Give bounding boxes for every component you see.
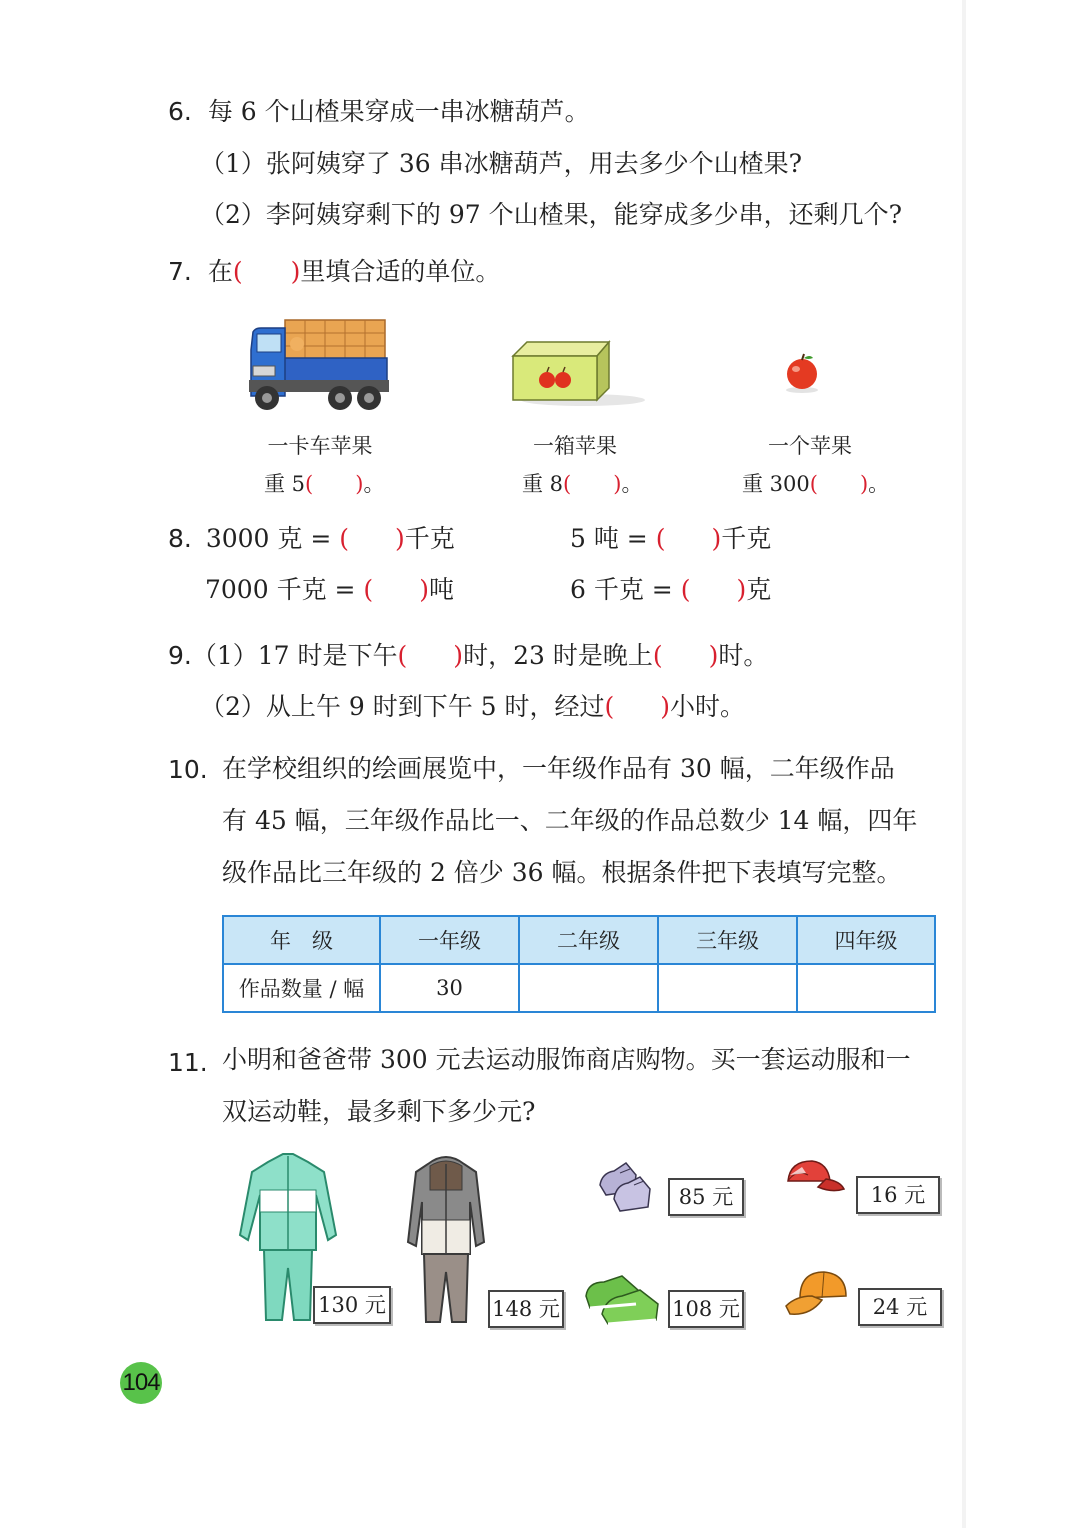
table-cell: 30 [380, 964, 519, 1012]
table-cell-blank[interactable] [658, 964, 797, 1012]
answer-blank[interactable]: ( ) [652, 641, 719, 670]
question-9-part-2 [200, 694, 745, 719]
table-cell-blank[interactable] [797, 964, 935, 1012]
truck-illustration [245, 310, 390, 415]
conversion-left: 3000 克 = [205, 524, 332, 553]
orange-cap-illustration [782, 1266, 850, 1322]
table-header: 一年级 [380, 916, 519, 964]
conversion-left: 6 千克 = [570, 575, 673, 604]
answer-blank[interactable]: ( ) [809, 472, 869, 496]
price-tag-brown-tracksuit: 148 元 [488, 1290, 564, 1328]
table-header: 三年级 [658, 916, 797, 964]
question-8-a [168, 526, 455, 551]
price-tag-green-sneakers: 108 元 [668, 1290, 744, 1328]
text-segment: （1）17 时是下午 [191, 641, 398, 670]
conversion-unit: 吨 [428, 575, 454, 604]
text-segment: 时。 [718, 641, 769, 670]
text-line: 有 45 幅，三年级作品比一、二年级的作品总数少 14 幅，四年 [222, 806, 918, 835]
conversion-left: 7000 千克 = [205, 575, 356, 604]
answer-blank[interactable]: ( ) [604, 692, 671, 721]
box-caption: 一箱苹果 [533, 434, 617, 458]
question-6 [168, 99, 590, 124]
answer-blank[interactable]: ( ) [655, 524, 722, 553]
weight-label: 重 300 [742, 472, 810, 496]
question-10-text [222, 743, 937, 899]
question-8-d [570, 577, 771, 602]
page-number-badge: 104 [120, 1362, 162, 1404]
question-number: 7. [168, 257, 192, 286]
table-header: 二年级 [519, 916, 658, 964]
text-segment: 小时。 [670, 692, 746, 721]
conversion-left: 5 吨 = [570, 524, 648, 553]
weight-end: 。 [363, 472, 385, 496]
price-tag-purple-sneakers: 85 元 [668, 1178, 744, 1216]
price-tag-red-cap: 16 元 [856, 1176, 940, 1214]
answer-blank[interactable]: ( ) [363, 575, 429, 604]
truck-caption: 一卡车苹果 [267, 434, 373, 458]
question-8-c [205, 577, 454, 602]
box-weight [522, 468, 642, 498]
truck-weight [264, 468, 384, 498]
artwork-count-table [222, 915, 936, 1013]
table-header: 四年级 [797, 916, 935, 964]
table-header: 年 级 [223, 916, 380, 964]
answer-blank[interactable]: ( ) [397, 641, 464, 670]
question-number: 10. [168, 755, 208, 784]
question-11-text [222, 1034, 937, 1138]
apple-caption: 一个苹果 [768, 434, 852, 458]
text-line: 级作品比三年级的 2 倍少 36 幅。根据条件把下表填写完整。 [222, 858, 902, 887]
question-number: 8. [168, 524, 192, 553]
conversion-unit: 克 [746, 575, 772, 604]
apple-box-illustration [505, 338, 645, 408]
text-segment: （2）从上午 9 时到下午 5 时，经过 [200, 692, 605, 721]
question-text: 每 6 个山楂果穿成一串冰糖葫芦。 [207, 97, 590, 126]
page-edge [962, 0, 966, 1528]
question-text-pre: 在 [207, 257, 233, 286]
conversion-unit: 千克 [404, 524, 455, 553]
table-row-label: 作品数量 / 幅 [223, 964, 380, 1012]
answer-blank[interactable]: ( ) [563, 472, 622, 496]
text-line: 在学校组织的绘画展览中，一年级作品有 30 幅，二年级作品 [222, 754, 895, 783]
question-8-b [570, 526, 771, 551]
price-tag-green-tracksuit: 130 元 [313, 1286, 391, 1324]
apple-illustration [780, 352, 824, 394]
text-line: 双运动鞋，最多剩下多少元? [222, 1097, 536, 1126]
answer-blank[interactable]: ( ) [339, 524, 405, 553]
text-segment: 时，23 时是晚上 [463, 641, 653, 670]
table-cell-blank[interactable] [519, 964, 658, 1012]
answer-blank[interactable]: ( ) [305, 472, 364, 496]
weight-label: 重 8 [522, 472, 564, 496]
red-cap-illustration [782, 1155, 847, 1200]
price-tag-orange-cap: 24 元 [858, 1288, 942, 1326]
purple-sneakers-illustration [596, 1155, 656, 1217]
question-7 [168, 259, 500, 284]
question-6-part-2: （2）李阿姨穿剩下的 97 个山楂果，能穿成多少串，还剩几个? [200, 200, 903, 229]
weight-label: 重 5 [264, 472, 306, 496]
question-number: 9. [168, 641, 192, 670]
weight-end: 。 [868, 472, 890, 496]
question-number: 6. [168, 97, 192, 126]
weight-end: 。 [621, 472, 643, 496]
answer-blank[interactable]: ( ) [232, 257, 301, 286]
answer-blank[interactable]: ( ) [680, 575, 747, 604]
question-6-part-1: （1）张阿姨穿了 36 串冰糖葫芦，用去多少个山楂果? [200, 149, 803, 178]
question-9-part-1 [168, 643, 768, 668]
apple-weight [742, 468, 889, 498]
brown-tracksuit-illustration [406, 1150, 486, 1328]
text-line: 小明和爸爸带 300 元去运动服饰商店购物。买一套运动服和一 [222, 1045, 911, 1074]
conversion-unit: 千克 [721, 524, 772, 553]
green-sneakers-illustration [582, 1268, 662, 1328]
question-text-post: 里填合适的单位。 [300, 257, 501, 286]
question-number: 11. [168, 1048, 208, 1077]
